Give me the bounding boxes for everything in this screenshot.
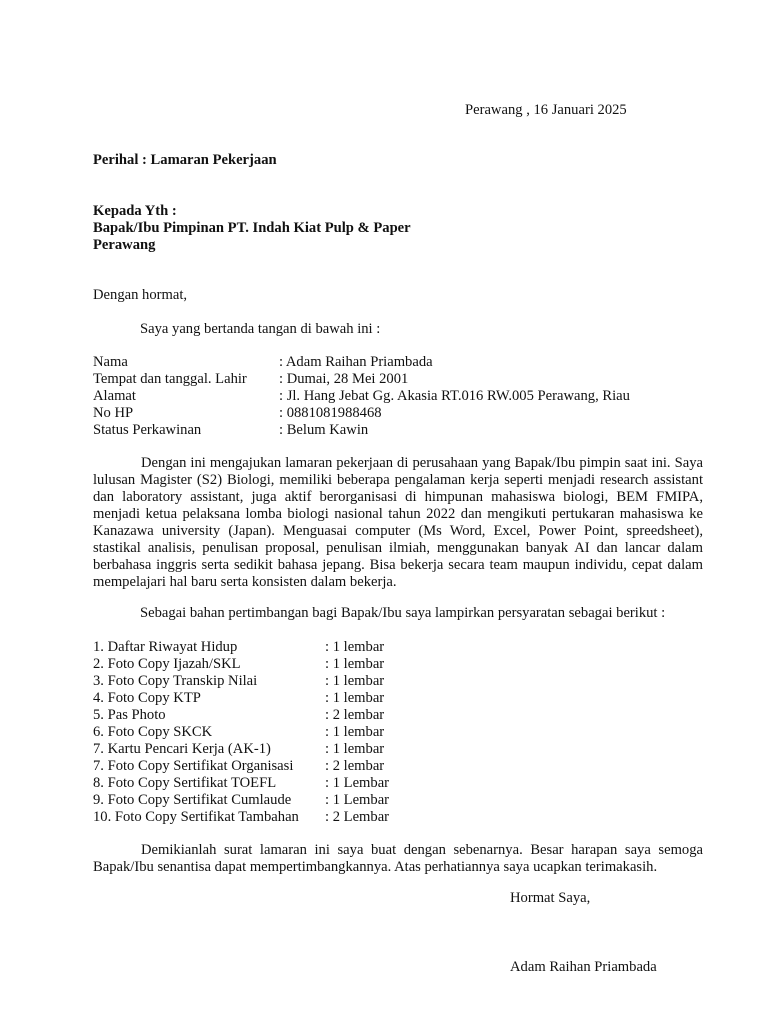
list-item	[93, 809, 493, 826]
attachment-qty: : 1 lembar	[325, 673, 385, 689]
list-item	[93, 724, 493, 741]
list-item	[93, 639, 493, 656]
identity-value: : Jl. Hang Jebat Gg. Akasia RT.016 RW.005 Perawang, Riau	[279, 388, 630, 404]
list-item	[93, 775, 493, 792]
attachment-name: 2. Foto Copy Ijazah/SKL	[93, 656, 241, 672]
attachment-qty: : 1 lembar	[325, 741, 385, 757]
attachment-name: 6. Foto Copy SKCK	[93, 724, 213, 740]
identity-label: Alamat	[93, 388, 136, 404]
letter-subject: Perihal : Lamaran Pekerjaan	[93, 152, 277, 168]
signer-name: Adam Raihan Priambada	[510, 959, 657, 975]
list-item	[93, 656, 493, 673]
identity-label: Nama	[93, 354, 128, 370]
attachment-qty: : 2 lembar	[325, 707, 385, 723]
place-date: Perawang , 16 Januari 2025	[465, 102, 627, 118]
identity-value: : 0881081988468	[279, 405, 382, 421]
sign-off: Hormat Saya,	[510, 890, 591, 906]
attachment-qty: : 1 Lembar	[325, 775, 390, 791]
recipient-line-2: Bapak/Ibu Pimpinan PT. Indah Kiat Pulp & Paper	[93, 220, 411, 236]
attachment-name: 9. Foto Copy Sertifikat Cumlaude	[93, 792, 292, 808]
greeting: Dengan hormat,	[93, 287, 188, 303]
identity-label: Tempat dan tanggal. Lahir	[93, 371, 247, 387]
attachment-name: 10. Foto Copy Sertifikat Tambahan	[93, 809, 299, 825]
list-item	[93, 741, 493, 758]
body-paragraph: Dengan ini mengajukan lamaran pekerjaan di perusahaan yang Bapak/Ibu pimpin saat ini. Saya lulusan Magister (S2) Biologi, memiliki beberapa pengalaman kerja seperti menjadi research assistant dan laboratory assistant, juga aktif berorganisasi di himpunan mahasiswa biologi, BEM FMIPA, menjadi ketua pelaksana lomba biologi nasional tahun 2022 dan mengikuti pertukaran mahasiswa ke Kanazawa university (Japan). Menguasai computer (Ms Word, Excel, Power Point, spreedsheet), stastikal analisis, penulisan proposal, penulisan ilmiah, menggunakan banyak AI dan lancar dalam berbahasa inggris serta sedikit bahasa jepang. Bisa bekerja secara team maupun individu, cepat dalam mempelajari hal baru serta konsisten dalam bekerja.	[93, 455, 703, 590]
identity-row	[93, 354, 693, 371]
list-item	[93, 690, 493, 707]
identity-value: : Belum Kawin	[279, 422, 369, 438]
identity-value: : Adam Raihan Priambada	[279, 354, 433, 370]
recipient-block	[93, 203, 411, 254]
identity-label: Status Perkawinan	[93, 422, 202, 438]
attachment-name: 7. Foto Copy Sertifikat Organisasi	[93, 758, 294, 774]
recipient-line-1: Kepada Yth :	[93, 203, 177, 219]
attachment-qty: : 1 Lembar	[325, 792, 390, 808]
attachment-qty: : 1 lembar	[325, 690, 385, 706]
closing-paragraph: Demikianlah surat lamaran ini saya buat dengan sebenarnya. Besar harapan saya semoga Bapak/Ibu senantisa dapat mempertimbangkannya. Atas perhatiannya saya ucapkan terimakasih.	[93, 842, 703, 875]
identity-row	[93, 371, 693, 388]
identity-row	[93, 388, 693, 405]
identity-table	[93, 354, 693, 439]
list-item	[93, 792, 493, 809]
attachments-intro: Sebagai bahan pertimbangan bagi Bapak/Ibu saya lampirkan persyaratan sebagai berikut :	[140, 605, 666, 621]
attachment-name: 8. Foto Copy Sertifikat TOEFL	[93, 775, 277, 791]
attachment-qty: : 1 lembar	[325, 639, 385, 655]
list-item	[93, 673, 493, 690]
intro-line: Saya yang bertanda tangan di bawah ini :	[140, 321, 381, 337]
attachment-name: 4. Foto Copy KTP	[93, 690, 201, 706]
list-item	[93, 707, 493, 724]
attachment-name: 3. Foto Copy Transkip Nilai	[93, 673, 258, 689]
attachments-list	[93, 639, 493, 826]
attachment-name: 5. Pas Photo	[93, 707, 166, 723]
list-item	[93, 758, 493, 775]
attachment-name: 7. Kartu Pencari Kerja (AK-1)	[93, 741, 271, 757]
attachment-qty: : 1 lembar	[325, 724, 385, 740]
identity-value: : Dumai, 28 Mei 2001	[279, 371, 409, 387]
identity-row	[93, 405, 693, 422]
attachment-name: 1. Daftar Riwayat Hidup	[93, 639, 238, 655]
attachment-qty: : 2 lembar	[325, 758, 385, 774]
attachment-qty: : 1 lembar	[325, 656, 385, 672]
attachment-qty: : 2 Lembar	[325, 809, 390, 825]
recipient-line-3: Perawang	[93, 237, 156, 253]
identity-label: No HP	[93, 405, 134, 421]
identity-row	[93, 422, 693, 439]
